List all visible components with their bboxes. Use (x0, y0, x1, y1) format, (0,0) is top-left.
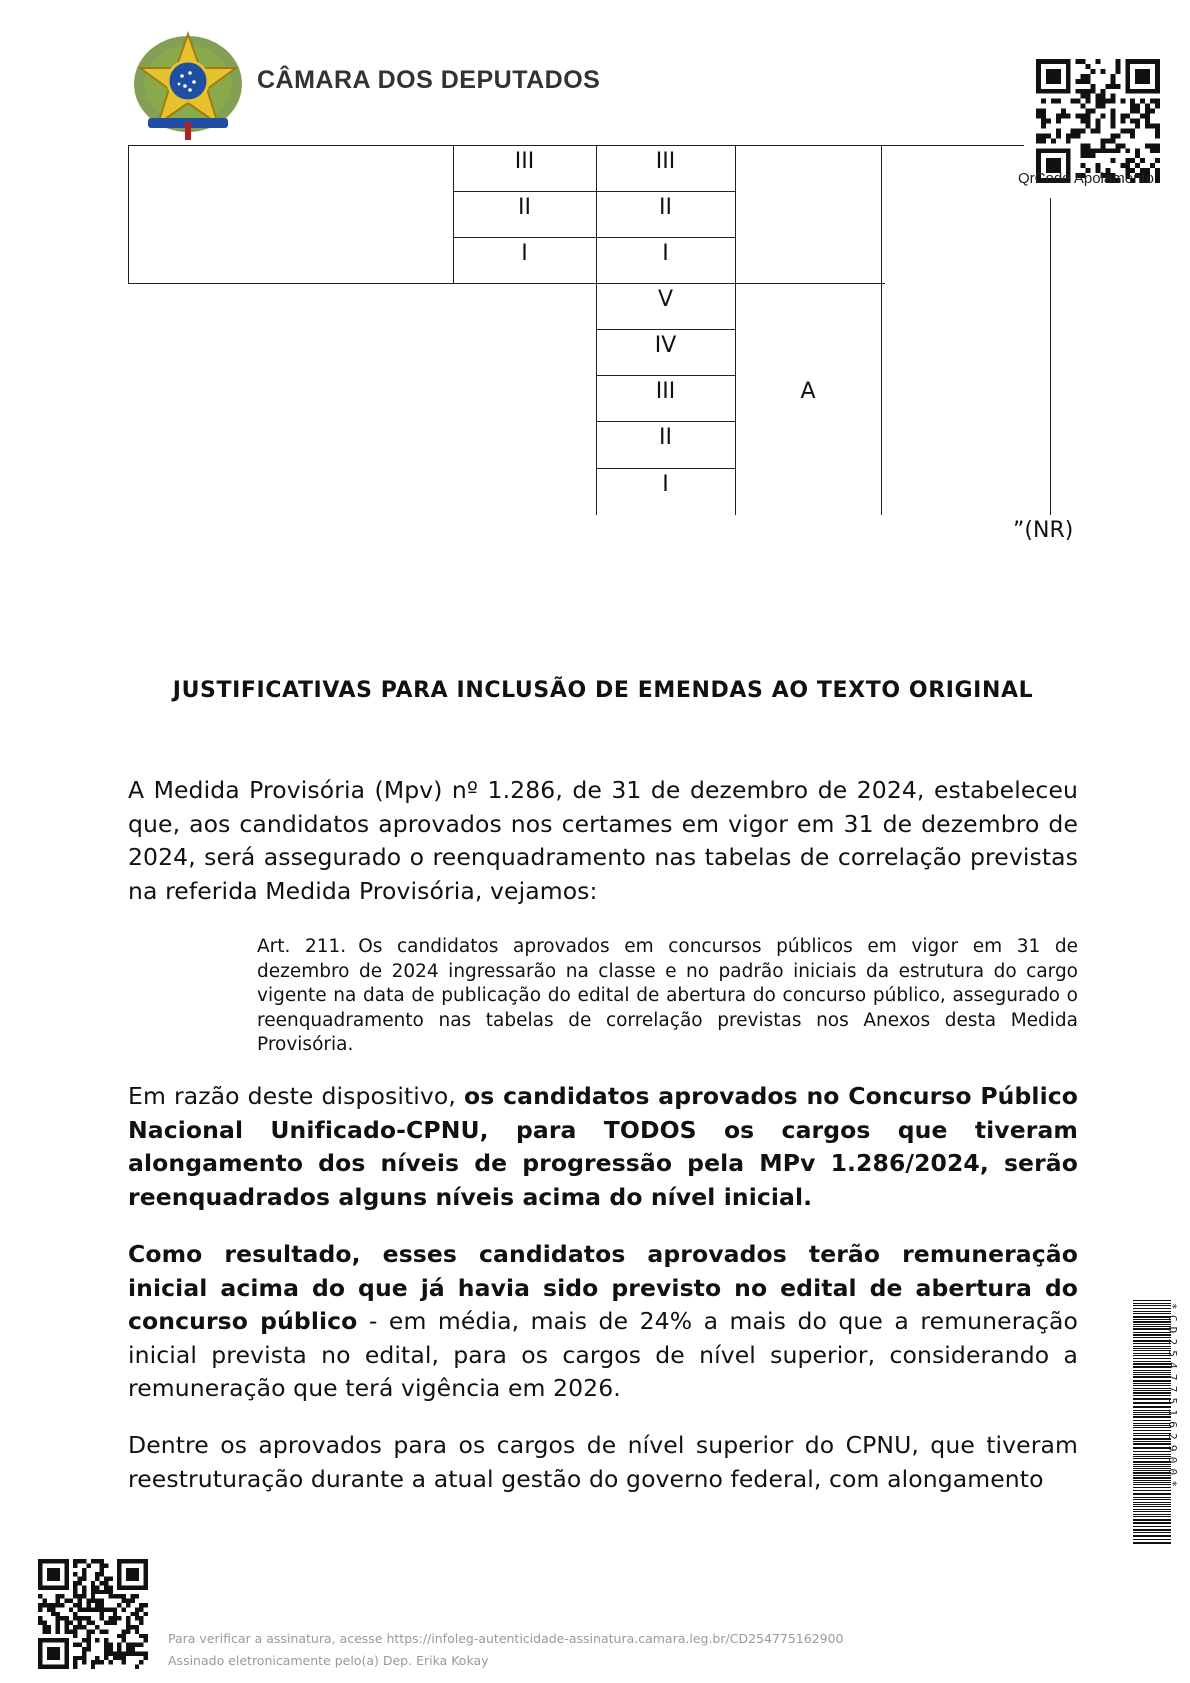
table-cell: III (514, 149, 535, 174)
table-cell: IV (654, 333, 677, 358)
article-number: Art. 211. (257, 936, 347, 957)
paragraph-1: A Medida Provisória (Mpv) nº 1.286, de 31 de dezembro de 2024, estabeleceu que, aos candidatos aprovados nos certames em vigor em 31 de dezembro de 2024, será assegurado o reenquadramento nas tabelas de correlação previstas na referida Medida Provisória, vejamos: (128, 776, 1078, 905)
coat-of-arms-logo (128, 26, 248, 141)
qr-code-label: QrCode Apoiamento (1018, 170, 1154, 187)
qr-code-apoiamento (1036, 59, 1160, 183)
section-heading: JUSTIFICATIVAS PARA INCLUSÃO DE EMENDAS AO TEXTO ORIGINAL (172, 678, 1034, 703)
table-cell: I (662, 241, 669, 266)
table-cell: A (800, 379, 816, 404)
table-cell: V (657, 287, 674, 312)
paragraph-3 (128, 1238, 1078, 1406)
table-cell: II (659, 195, 672, 220)
paragraph-2 (128, 1080, 1078, 1214)
qr-code-verification (38, 1559, 148, 1669)
paragraph-3-rest: - em média, mais de 24% a mais do que a remuneração inicial prevista no edital, para os cargos de nível superior, considerando a remuneração que terá vigência em 2026. (128, 1307, 1078, 1402)
quoted-article (257, 935, 1078, 1058)
table-cell: I (662, 472, 669, 497)
paragraph-3-bold: Como resultado, esses candidatos aprovados terão remuneração inicial acima do que já havia sido previsto no edital de abertura do concurso público (128, 1240, 1078, 1335)
institution-title: CÂMARA DOS DEPUTADOS (257, 66, 601, 94)
paragraph-2-intro: Em razão deste dispositivo, (128, 1082, 465, 1110)
table-cell: II (518, 195, 531, 220)
table-cell: III (655, 149, 676, 174)
article-text: Os candidatos aprovados em concursos públicos em vigor em 31 de dezembro de 2024 ingressarão na classe e no padrão iniciais da estrutura do cargo vigente na data de publicação do edital de abertura do concurso público, assegurado o reenquadramento nas tabelas de correlação previstas nos Anexos desta Medida Provisória. (257, 936, 1079, 1055)
paragraph-2-bold: os candidatos aprovados no Concurso Público Nacional Unificado-CPNU, para TODOS os cargos que tiveram alongamento dos níveis de progressão pela MPv 1.286/2024, serão reenquadrados alguns níveis acima do nível inicial. (128, 1082, 1079, 1211)
nr-mark: ”(NR) (1013, 518, 1074, 543)
paragraph-4: Dentre os aprovados para os cargos de nível superior do CPNU, que tiveram reestruturação durante a atual gestão do governo federal, com alongamento (128, 1431, 1078, 1493)
signature-text: Assinado eletronicamente pelo(a) Dep. Erika Kokay (168, 1653, 489, 1668)
barcode-text: *CD254775162900* (1166, 1303, 1179, 1493)
table-cell: II (659, 425, 672, 450)
table-cell: I (521, 241, 528, 266)
verification-link-text: Para verificar a assinatura, acesse https://infoleg-autenticidade-assinatura.camara.leg.br/CD254775162900 (168, 1631, 844, 1646)
table-cell: III (655, 379, 676, 404)
